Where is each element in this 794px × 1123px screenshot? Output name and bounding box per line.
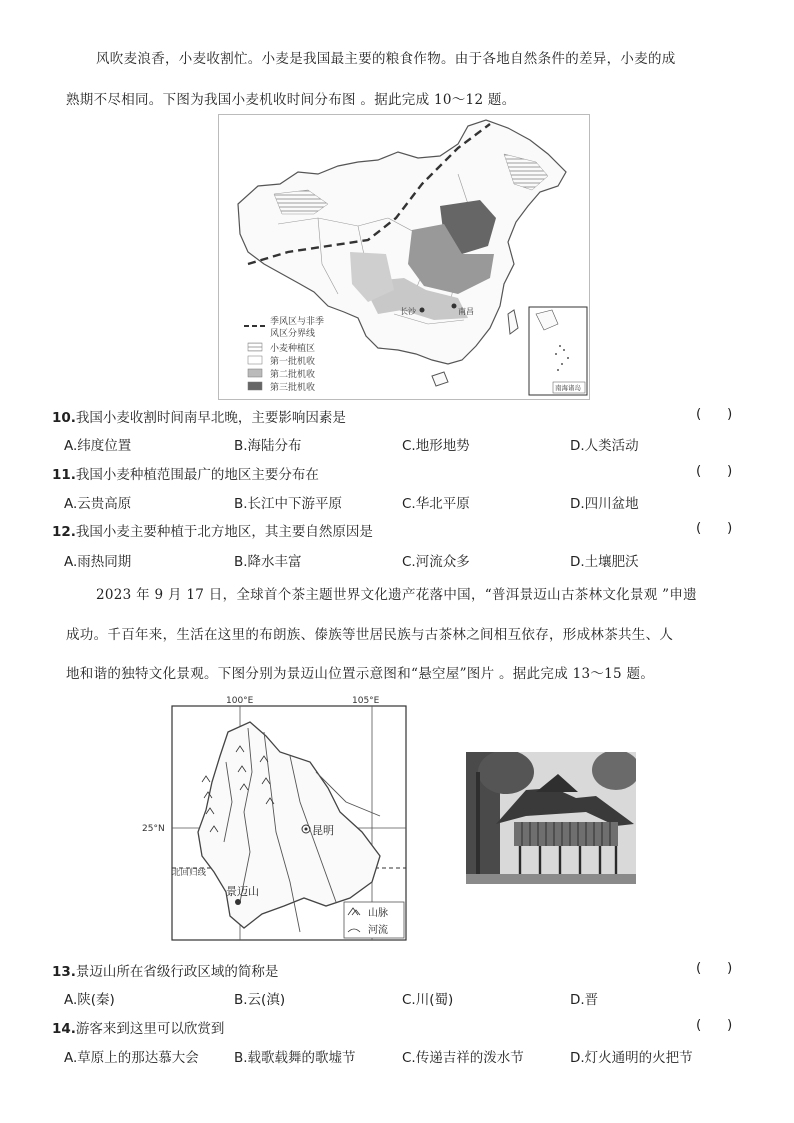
legend-second-batch: 第二批机收 bbox=[270, 370, 316, 380]
question-11-answer-blank[interactable]: ( ) bbox=[696, 463, 733, 479]
question-11-option-d[interactable]: D.四川盆地 bbox=[570, 496, 639, 512]
question-13-option-d[interactable]: D.晋 bbox=[570, 992, 599, 1008]
jingmai-marker bbox=[235, 899, 241, 905]
passage-1-line-1: 风吹麦浪香，小麦收割忙。小麦是我国最主要的粮食作物。由于各地自然条件的差异，小麦的成 bbox=[96, 51, 676, 67]
passage-2-line-1: 2023 年 9 月 17 日，全球首个茶主题世界文化遗产花落中国，“普洱景迈山古茶林文化景观 ”申遗 bbox=[96, 587, 697, 603]
stilt-house-photo bbox=[466, 752, 636, 884]
ground bbox=[466, 874, 636, 884]
city-label-changsha: 长沙 bbox=[400, 307, 416, 316]
latitude-25: 25°N bbox=[142, 824, 165, 834]
passage-2-line-2: 成功。千百年来，生活在这里的布朗族、傣族等世居民族与古茶林之间相互依存，形成林茶共生、人 bbox=[66, 627, 674, 643]
legend-river: 河流 bbox=[368, 925, 388, 936]
question-10-number: 10. bbox=[52, 410, 76, 426]
question-13-number: 13. bbox=[52, 964, 76, 980]
question-13-option-b[interactable]: B.云(滇) bbox=[234, 992, 286, 1008]
question-11-option-b[interactable]: B.长江中下游平原 bbox=[234, 496, 343, 512]
question-10-option-c[interactable]: C.地形地势 bbox=[402, 438, 470, 454]
question-13-text: 景迈山所在省级行政区域的简称是 bbox=[75, 964, 279, 980]
question-13-answer-blank[interactable]: ( ) bbox=[696, 960, 733, 976]
question-10-option-d[interactable]: D.人类活动 bbox=[570, 438, 639, 454]
passage-2-line-3: 地和谐的独特文化景观。下图分别为景迈山位置示意图和“悬空屋”图片 。据此完成 13～15 题。 bbox=[66, 666, 655, 682]
legend-boundary-1: 季风区与非季 bbox=[270, 317, 325, 327]
city-kunming: 昆明 bbox=[312, 824, 334, 837]
question-10-answer-blank[interactable]: ( ) bbox=[696, 406, 733, 422]
question-14-answer-blank[interactable]: ( ) bbox=[696, 1017, 733, 1033]
legend-wheat-zone: 小麦种植区 bbox=[270, 344, 316, 354]
question-14 bbox=[52, 1017, 224, 1037]
question-12-answer-blank[interactable]: ( ) bbox=[696, 520, 733, 536]
legend-first-batch: 第一批机收 bbox=[270, 357, 316, 367]
china-wheat-harvest-map bbox=[218, 114, 590, 400]
question-13-option-c[interactable]: C.川(蜀) bbox=[402, 992, 454, 1008]
map2-legend bbox=[344, 902, 404, 938]
question-11-number: 11. bbox=[52, 467, 76, 483]
question-12-option-c[interactable]: C.河流众多 bbox=[402, 554, 470, 570]
longitude-105: 105°E bbox=[352, 696, 380, 706]
question-14-option-c[interactable]: C.传递吉祥的泼水节 bbox=[402, 1050, 524, 1066]
question-13 bbox=[52, 960, 278, 980]
question-11-option-a[interactable]: A.云贵高原 bbox=[64, 496, 132, 512]
question-10 bbox=[52, 406, 346, 426]
question-14-option-a[interactable]: A.草原上的那达慕大会 bbox=[64, 1050, 199, 1066]
tropic-label: 北回归线 bbox=[172, 868, 207, 878]
legend-third-batch: 第三批机收 bbox=[270, 383, 316, 393]
south-china-sea-inset bbox=[529, 307, 587, 395]
question-11 bbox=[52, 463, 319, 483]
question-12-number: 12. bbox=[52, 524, 76, 540]
inset-label: 南海诸岛 bbox=[555, 384, 581, 392]
legend-boundary-2: 风区分界线 bbox=[270, 329, 316, 339]
site-jingmai: 景迈山 bbox=[226, 885, 259, 898]
legend-mountain: 山脉 bbox=[368, 908, 388, 919]
question-11-text: 我国小麦种植范围最广的地区主要分布在 bbox=[75, 467, 319, 483]
question-12-option-b[interactable]: B.降水丰富 bbox=[234, 554, 302, 570]
question-14-text: 游客来到这里可以欣赏到 bbox=[75, 1021, 225, 1037]
question-13-option-a[interactable]: A.陕(秦) bbox=[64, 992, 115, 1008]
question-11-option-c[interactable]: C.华北平原 bbox=[402, 496, 470, 512]
question-12-text: 我国小麦主要种植于北方地区，其主要自然原因是 bbox=[75, 524, 373, 540]
nanchang-marker bbox=[452, 304, 457, 309]
question-14-option-d[interactable]: D.灯火通明的火把节 bbox=[570, 1050, 693, 1066]
question-12-option-a[interactable]: A.雨热同期 bbox=[64, 554, 132, 570]
question-10-option-a[interactable]: A.纬度位置 bbox=[64, 438, 132, 454]
city-label-nanchang: 南昌 bbox=[458, 307, 474, 316]
question-12-option-d[interactable]: D.土壤肥沃 bbox=[570, 554, 639, 570]
passage-1-line-2: 熟期不尽相同。下图为我国小麦机收时间分布图 。据此完成 10～12 题。 bbox=[66, 92, 516, 108]
question-14-option-b[interactable]: B.载歌载舞的歌墟节 bbox=[234, 1050, 356, 1066]
jingmai-location-map bbox=[140, 692, 410, 944]
question-14-number: 14. bbox=[52, 1021, 76, 1037]
changsha-marker bbox=[420, 308, 425, 313]
question-10-option-b[interactable]: B.海陆分布 bbox=[234, 438, 302, 454]
question-10-text: 我国小麦收割时间南早北晚，主要影响因素是 bbox=[75, 410, 346, 426]
longitude-100: 100°E bbox=[226, 696, 254, 706]
question-12 bbox=[52, 520, 373, 540]
